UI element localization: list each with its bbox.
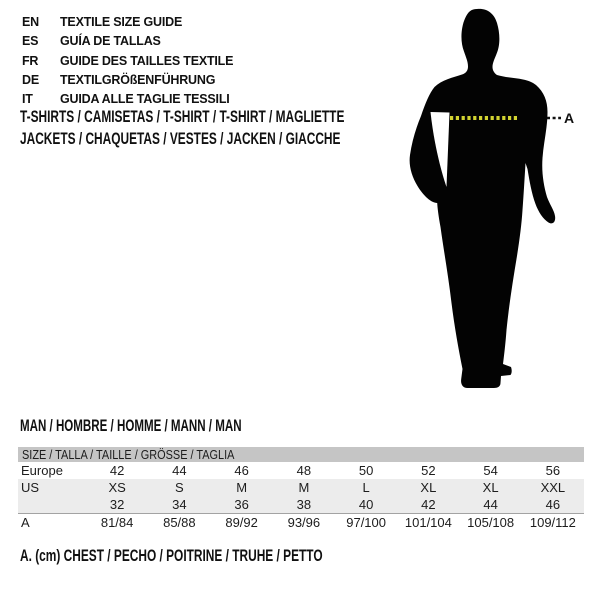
size-cell: 54 — [483, 463, 498, 478]
row-label: US — [21, 480, 40, 495]
language-label: GUIDE DES TAILLES TEXTILE — [60, 53, 234, 68]
language-label: GUÍA DE TALLAS — [60, 34, 161, 49]
size-cell: 85/88 — [163, 515, 196, 530]
size-cell: 89/92 — [225, 515, 258, 530]
size-cell: 97/100 — [346, 515, 386, 530]
size-cell: 56 — [545, 463, 561, 478]
size-cell: 93/96 — [287, 515, 321, 530]
size-cell: 44 — [172, 463, 187, 478]
size-cell: 48 — [296, 463, 312, 478]
size-cell: XS — [108, 480, 126, 495]
size-cell: L — [362, 480, 370, 495]
size-cell: XL — [482, 480, 499, 495]
size-table-header-label: SIZE / TALLA / TAILLE / GRÖSSE / TAGLIA — [22, 447, 235, 462]
size-table-header — [18, 447, 584, 462]
size-cell: M — [236, 480, 248, 495]
language-row-en — [22, 13, 233, 32]
language-list — [22, 13, 233, 109]
size-cell: 34 — [172, 497, 187, 512]
size-cell: 101/104 — [404, 515, 452, 530]
language-code: ES — [22, 34, 39, 49]
table-row-us-numeric — [18, 496, 584, 513]
man-silhouette — [410, 9, 556, 388]
language-row-fr — [22, 52, 233, 71]
table-row-us — [18, 479, 584, 496]
size-table — [18, 447, 584, 531]
size-cell: 38 — [296, 497, 312, 512]
language-code: FR — [22, 53, 39, 68]
size-cell: 52 — [421, 463, 436, 478]
size-cell: 81/84 — [100, 515, 134, 530]
language-row-de — [22, 71, 233, 90]
language-row-es — [22, 32, 233, 51]
size-cell: 46 — [545, 497, 561, 512]
table-row-europe — [18, 462, 584, 479]
size-cell: 40 — [358, 497, 374, 512]
language-label: TEXTILE SIZE GUIDE — [60, 15, 183, 29]
row-label: Europe — [21, 463, 63, 478]
table-row-chest-a — [18, 513, 584, 531]
size-cell: 50 — [358, 463, 374, 478]
size-cell: 32 — [109, 497, 125, 512]
size-cell: 46 — [234, 463, 249, 478]
size-cell: 109/112 — [529, 515, 576, 530]
row-label: A — [21, 515, 30, 530]
language-code: DE — [22, 72, 39, 87]
language-code: IT — [22, 92, 33, 107]
category-line-jackets: JACKETS / CHAQUETAS / VESTES / JACKEN / GIACCHE — [20, 129, 341, 148]
size-cell: XL — [420, 480, 437, 495]
language-code: EN — [22, 15, 39, 29]
category-heading — [20, 106, 344, 150]
size-cell: 105/108 — [467, 515, 515, 530]
size-cell: 42 — [421, 497, 436, 512]
man-silhouette-figure — [390, 0, 600, 400]
measurement-footnote: A. (cm) CHEST / PECHO / POITRINE / TRUHE / PETTO — [20, 546, 323, 565]
size-cell: M — [298, 480, 310, 495]
size-cell: 42 — [109, 463, 125, 478]
category-line-tshirts: T-SHIRTS / CAMISETAS / T-SHIRT / T-SHIRT / MAGLIETTE — [20, 107, 345, 126]
size-cell: 36 — [234, 497, 249, 512]
size-cell: 44 — [483, 497, 498, 512]
language-label: TEXTILGRÖßENFÜHRUNG — [60, 72, 216, 87]
language-label: GUIDA ALLE TAGLIE TESSILI — [60, 92, 230, 107]
size-cell: S — [175, 480, 184, 495]
gender-heading: MAN / HOMBRE / HOMME / MANN / MAN — [20, 416, 242, 435]
measure-label-a: A — [564, 110, 575, 126]
size-cell: XXL — [540, 480, 566, 495]
